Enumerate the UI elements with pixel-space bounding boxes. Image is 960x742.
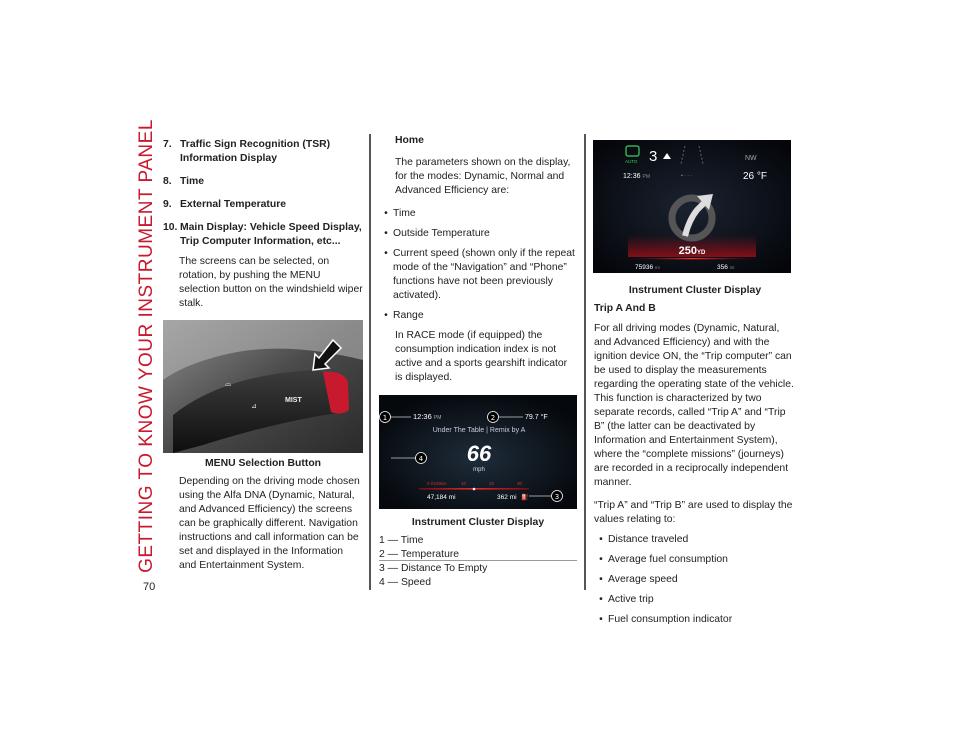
- svg-text:MIST: MIST: [285, 397, 302, 404]
- side-title: GETTING TO KNOW YOUR INSTRUMENT PANEL: [136, 119, 158, 573]
- svg-text:Under The Table | Remix by A: Under The Table | Remix by A: [432, 427, 526, 434]
- figure-caption-cluster-1: Instrument Cluster Display: [411, 517, 545, 528]
- paragraph-trip-values: “Trip A” and “Trip B” are used to display the values relating to:: [594, 500, 793, 525]
- legend-item: 4 — Speed: [379, 577, 431, 588]
- svg-text:12:36 PM: 12:36 PM: [623, 173, 650, 180]
- wiper-icon: ⌓: [225, 379, 232, 388]
- svg-text:362 mi: 362 mi: [497, 494, 517, 501]
- svg-text:66: 66: [466, 441, 492, 466]
- figure-caption-cluster-2: Instrument Cluster Display: [628, 285, 762, 296]
- column-2: [379, 134, 577, 590]
- list-item: • Average speed: [599, 574, 678, 585]
- svg-text:3: 3: [649, 148, 658, 165]
- svg-text:0 l/100km: 0 l/100km: [427, 481, 447, 486]
- list-item-9: 9. External Temperature: [163, 199, 287, 210]
- legend-item: 1 — Time: [379, 535, 424, 546]
- svg-text:12:36 PM: 12:36 PM: [413, 412, 442, 421]
- menu-stalk-photo: [163, 320, 363, 453]
- list-item: • Active trip: [599, 594, 654, 605]
- paragraph-race-mode: In RACE mode (if equipped) the consumption indication index is not active and a sports gearshift indicator is displayed.: [395, 330, 568, 383]
- svg-text:47,184 mi: 47,184 mi: [427, 494, 456, 501]
- column-divider-1: [369, 134, 371, 590]
- column-1: [163, 138, 363, 582]
- svg-text:4: 4: [418, 455, 424, 463]
- paragraph-driving-mode: Depending on the driving mode chosen using the Alfa DNA (Dynamic, Natural, and Advanced Efficiency) the screens can be graphically different. Navigation instructions and call information can be set and displayed in the Information and Entertainment System.: [179, 476, 360, 571]
- bullet-list-trip-values: [594, 533, 796, 627]
- svg-text:NW: NW: [745, 155, 757, 162]
- svg-text:356 mi: 356 mi: [717, 264, 735, 271]
- legend-item: 2 — Temperature: [379, 549, 460, 560]
- list-item: • Outside Temperature: [384, 228, 490, 239]
- paragraph-parameters: The parameters shown on the display, for the modes: Dynamic, Normal and Advanced Efficiency are:: [395, 157, 571, 196]
- list-item-7: 7. Traffic Sign Recognition (TSR) Information Display: [163, 139, 331, 164]
- page-number: 70: [143, 581, 156, 593]
- heading-home: Home: [395, 135, 424, 146]
- figure-caption-menu: MENU Selection Button: [204, 458, 322, 469]
- paragraph-menu-selection: The screens can be selected, on rotation, by pushing the MENU selection button on the windshield wiper stalk.: [179, 256, 363, 309]
- svg-text:AUTO: AUTO: [625, 159, 638, 164]
- list-item-10: 10. Main Display: Vehicle Speed Display, Trip Computer Information, etc...: [163, 222, 362, 247]
- svg-text:75936 mi: 75936 mi: [635, 264, 660, 271]
- washer-icon: ⊿: [251, 402, 257, 410]
- list-item: • Fuel consumption indicator: [599, 614, 733, 625]
- legend-divider: [379, 560, 577, 561]
- column-3: [594, 284, 796, 633]
- list-item: • Range: [384, 310, 424, 321]
- list-item: • Time: [384, 208, 416, 219]
- legend-item: 3 — Distance To Empty: [379, 563, 488, 574]
- list-item-8: 8. Time: [163, 176, 205, 187]
- cluster-display-figure-2: [593, 140, 791, 273]
- paragraph-trip-computer: For all driving modes (Dynamic, Natural, and Advanced Efficiency) and with the ignition device ON, the “Trip computer” can be used to display the measurements regarding the operating state of the vehicle. This function is characterized by two separate records, called “Trip A” and “Trip B” (the latter can be deactivated by Information and Entertainment System), where the “complete missions” (journeys) are recorded in a reciprocally independent manner.: [594, 323, 794, 488]
- svg-text:20: 20: [489, 481, 495, 486]
- column-divider-2: [584, 134, 586, 590]
- svg-text:3: 3: [554, 493, 560, 501]
- figure-legend: [379, 534, 577, 590]
- svg-text:30: 30: [517, 481, 523, 486]
- svg-text:26 °F: 26 °F: [743, 171, 768, 182]
- cluster-display-figure-1: [379, 395, 577, 509]
- svg-text:2: 2: [490, 414, 496, 422]
- heading-trip-a-b: Trip A And B: [594, 303, 656, 314]
- bullet-list-parameters: [379, 207, 577, 323]
- fuel-pump-icon: ⛽: [521, 494, 529, 501]
- svg-text:• · · ·: • · · ·: [681, 173, 692, 179]
- svg-text:mph: mph: [473, 467, 485, 473]
- svg-text:250YD: 250YD: [678, 245, 706, 257]
- svg-text:10: 10: [461, 481, 467, 486]
- svg-text:1: 1: [382, 414, 388, 422]
- list-item: • Average fuel consumption: [599, 554, 728, 565]
- svg-text:79.7 °F: 79.7 °F: [525, 414, 548, 421]
- list-item: • Distance traveled: [599, 534, 689, 545]
- list-item: • Current speed (shown only if the repeat mode of the “Navigation” and “Phone” functions have not been previously activated).: [384, 248, 575, 301]
